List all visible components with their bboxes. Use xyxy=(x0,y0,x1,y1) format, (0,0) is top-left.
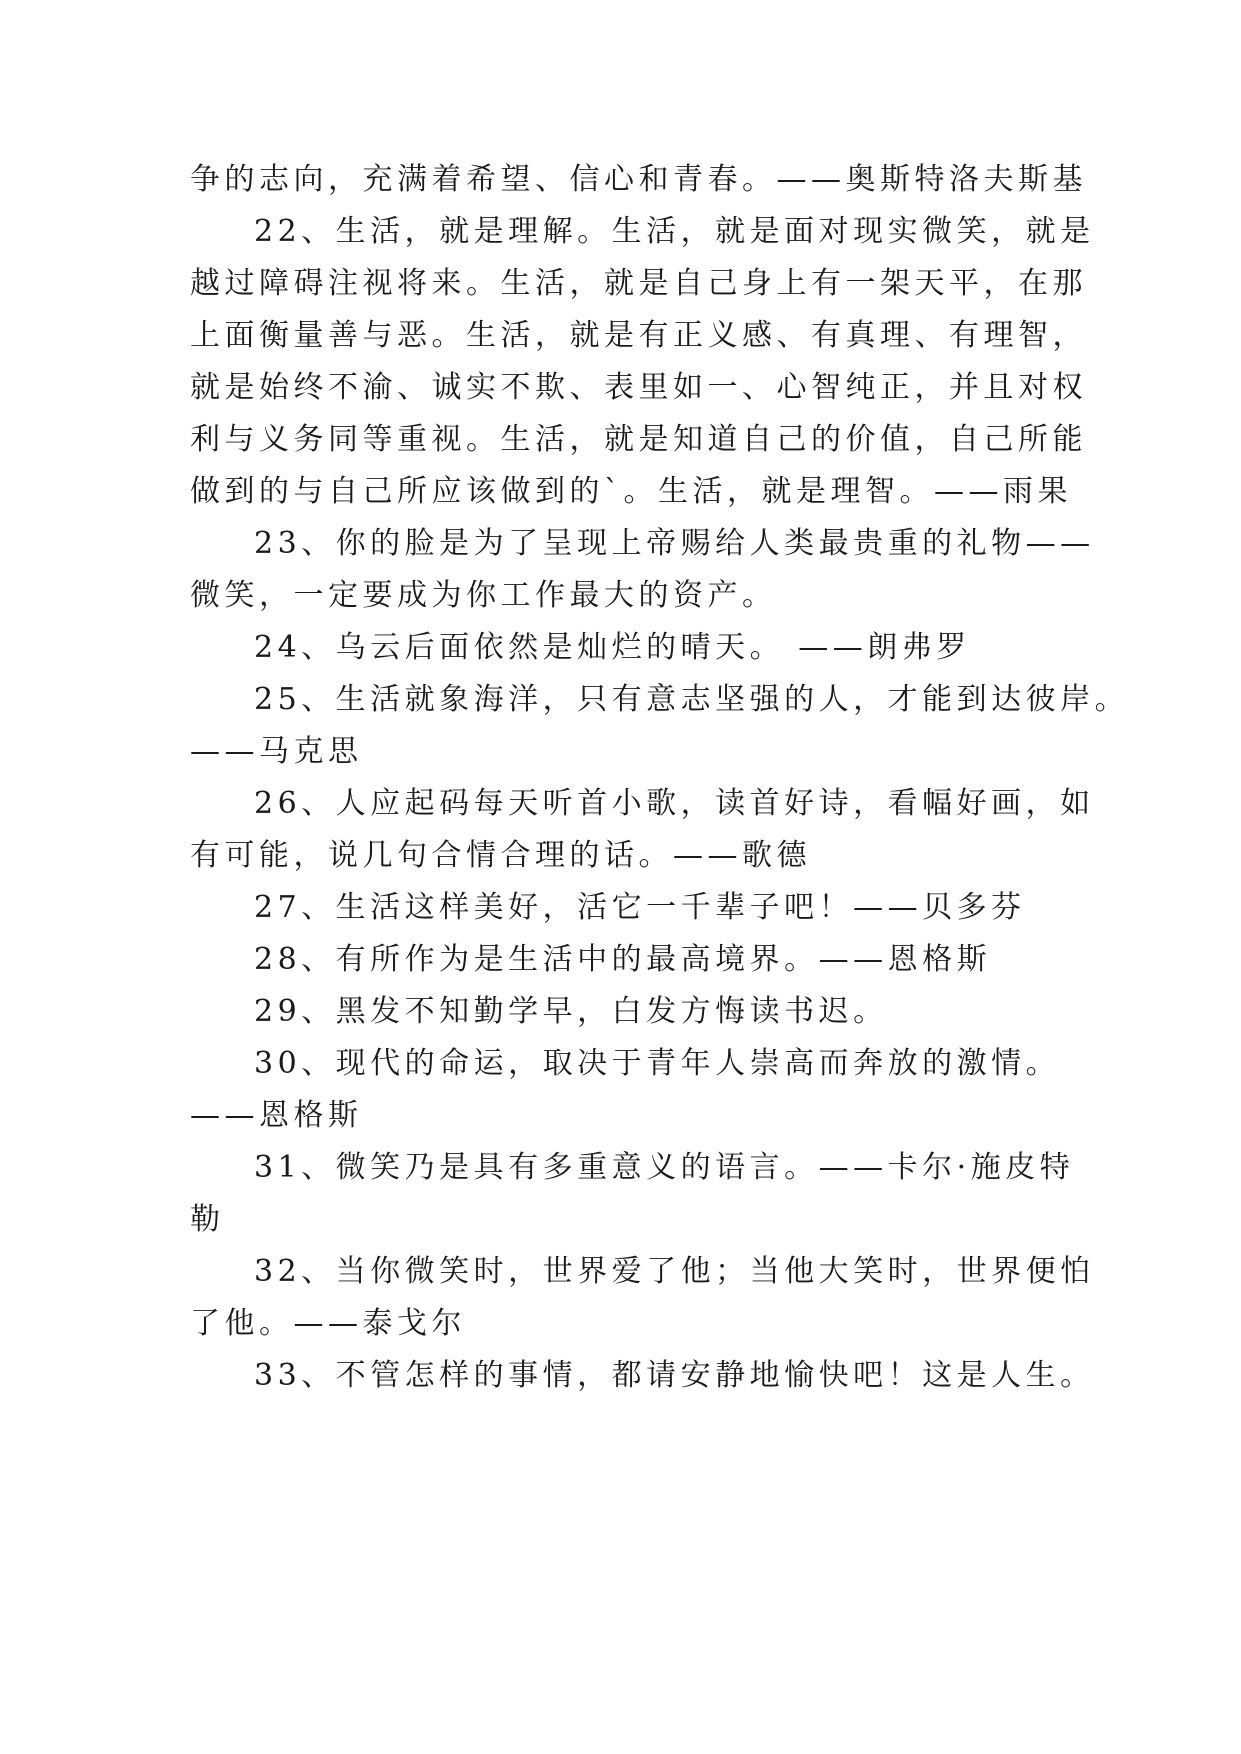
text-line: 27、生活这样美好，活它一千辈子吧！——贝多芬 xyxy=(254,890,1026,925)
text-line: 29、黑发不知勤学早，白发方悔读书迟。 xyxy=(254,994,888,1029)
text-line: 有可能，说几句合情合理的话。——歌德 xyxy=(190,838,811,873)
text-line: 越过障碍注视将来。生活，就是自己身上有一架天平，在那 xyxy=(190,266,1087,301)
text-line: 30、现代的命运，取决于青年人崇高而奔放的激情。 xyxy=(254,1046,1061,1081)
text-line: 24、乌云后面依然是灿烂的晴天。 ——朗弗罗 xyxy=(254,630,971,665)
text-line: 微笑，一定要成为你工作最大的资产。 xyxy=(190,578,777,613)
text-line: 28、有所作为是生活中的最高境界。——恩格斯 xyxy=(254,942,992,977)
text-line: 就是始终不渝、诚实不欺、表里如一、心智纯正，并且对权 xyxy=(190,370,1087,405)
text-line: 23、你的脸是为了呈现上帝赐给人类最贵重的礼物—— xyxy=(254,526,1095,561)
text-line: 争的志向，充满着希望、信心和青春。——奥斯特洛夫斯基 xyxy=(190,162,1087,197)
text-line: 利与义务同等重视。生活，就是知道自己的价值，自己所能 xyxy=(190,422,1087,457)
text-line: ——马克思 xyxy=(190,734,363,769)
text-line: 22、生活，就是理解。生活，就是面对现实微笑，就是 xyxy=(254,214,1095,249)
text-line: 32、当你微笑时，世界爱了他；当他大笑时，世界便怕 xyxy=(254,1254,1095,1289)
text-line: 25、生活就象海洋，只有意志坚强的人，才能到达彼岸。 xyxy=(254,682,1130,717)
text-line: 31、微笑乃是具有多重意义的语言。——卡尔·施皮特 xyxy=(254,1150,1075,1185)
text-line: 26、人应起码每天听首小歌，读首好诗，看幅好画，如 xyxy=(254,786,1095,821)
text-line: ——恩格斯 xyxy=(190,1098,363,1133)
text-line: 33、不管怎样的事情，都请安静地愉快吧！这是人生。 xyxy=(254,1358,1095,1393)
text-line: 做到的与自己所应该做到的`。生活，就是理智。——雨果 xyxy=(190,474,1072,509)
text-line: 勒 xyxy=(190,1202,225,1237)
text-line: 了他。——泰戈尔 xyxy=(190,1306,466,1341)
text-line: 上面衡量善与恶。生活，就是有正义感、有真理、有理智， xyxy=(190,318,1087,353)
